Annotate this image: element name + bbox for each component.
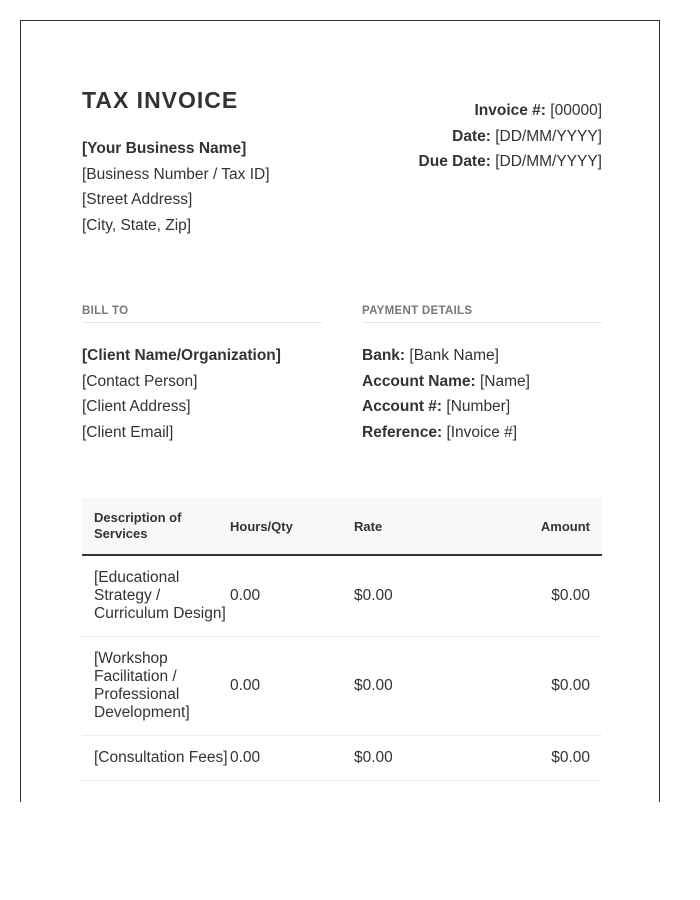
bill-to-heading: BILL TO — [82, 305, 322, 323]
row-description: [Consultation Fees] — [94, 749, 228, 766]
account-name-value: [Name] — [480, 372, 530, 390]
invoice-date-line — [419, 124, 602, 150]
bank-line — [362, 343, 602, 369]
account-number-value: [Number] — [446, 398, 511, 415]
client-contact: [Contact Person] — [82, 372, 198, 390]
payment-details-heading: PAYMENT DETAILS — [362, 305, 602, 323]
payment-details-section — [362, 305, 602, 445]
account-number-line — [362, 394, 602, 420]
row-rate: $0.00 — [354, 587, 393, 604]
services-table — [82, 498, 602, 781]
row-qty: 0.00 — [230, 677, 261, 694]
table-row — [82, 637, 602, 736]
reference-value: [Invoice #] — [446, 423, 518, 441]
invoice-page — [20, 20, 660, 802]
header-rate: Rate — [354, 518, 383, 534]
account-number-label: Account #: — [362, 398, 443, 415]
header-description: Description of Services — [94, 510, 182, 541]
bill-to-section — [82, 305, 322, 445]
business-city: [City, State, Zip] — [82, 216, 192, 234]
account-name-line — [362, 369, 602, 395]
client-address: [Client Address] — [82, 398, 191, 415]
invoice-title: TAX INVOICE — [82, 87, 239, 113]
business-name: [Your Business Name] — [82, 140, 247, 157]
invoice-date-label: Date: — [452, 127, 491, 145]
reference-label: Reference: — [362, 423, 443, 441]
invoice-meta — [419, 98, 602, 175]
row-qty: 0.00 — [230, 749, 261, 766]
invoice-due-date-label: Due Date: — [418, 153, 491, 170]
reference-line — [362, 420, 602, 446]
invoice-due-date-line — [419, 149, 602, 175]
bill-to-details — [82, 343, 322, 445]
bank-value: [Bank Name] — [409, 347, 499, 364]
table-header — [82, 498, 602, 556]
invoice-number-label: Invoice #: — [474, 102, 546, 119]
row-description: [Educational Strategy / Curriculum Design] — [94, 569, 226, 622]
invoice-date-value: [DD/MM/YYYY] — [495, 127, 602, 145]
table-row — [82, 556, 602, 637]
business-number: [Business Number / Tax ID] — [82, 165, 270, 183]
header-amount: Amount — [540, 518, 590, 534]
row-rate: $0.00 — [354, 749, 393, 766]
table-row — [82, 736, 602, 781]
account-name-label: Account Name: — [362, 372, 476, 390]
header-qty: Hours/Qty — [230, 518, 293, 534]
payment-details — [362, 343, 602, 445]
business-details — [82, 136, 270, 238]
invoice-number-line — [419, 98, 602, 124]
row-rate: $0.00 — [354, 677, 393, 694]
row-amount: $0.00 — [551, 749, 590, 766]
client-email: [Client Email] — [82, 423, 174, 441]
row-description: [Workshop Facilitation / Professional Development] — [94, 650, 190, 721]
row-qty: 0.00 — [230, 587, 261, 604]
invoice-number-value: [00000] — [550, 102, 602, 119]
invoice-due-date-value: [DD/MM/YYYY] — [495, 153, 602, 170]
business-street: [Street Address] — [82, 191, 193, 208]
row-amount: $0.00 — [551, 677, 590, 694]
row-amount: $0.00 — [551, 587, 590, 604]
bank-label: Bank: — [362, 347, 406, 364]
client-name: [Client Name/Organization] — [82, 347, 281, 364]
